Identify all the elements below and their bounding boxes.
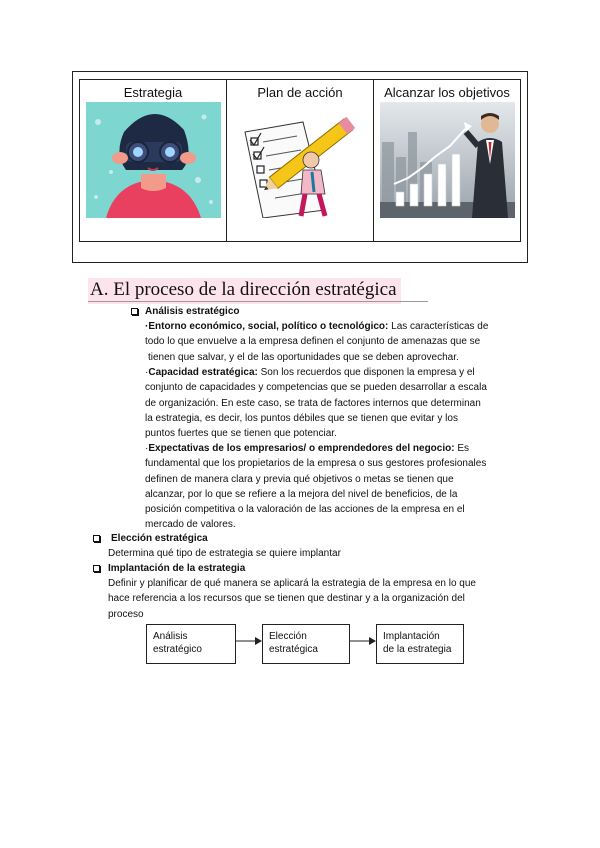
arrow-right-icon xyxy=(350,636,376,646)
arrow-right-icon xyxy=(236,636,262,646)
text-line: Las características de xyxy=(388,321,489,332)
expectativas-label: Expectativas de los empresarios/ o emprendedores del negocio: xyxy=(148,443,455,454)
square-bullet-icon xyxy=(93,565,100,572)
analisis-paragraph-capacidad xyxy=(145,365,535,441)
image-cell-plan xyxy=(227,80,374,241)
cell-title: Estrategia xyxy=(123,85,183,100)
cell-title: Alcanzar los objetivos xyxy=(384,85,510,100)
binoculars-woman-illustration xyxy=(86,102,221,218)
capacidad-label: Capacidad estratégica: xyxy=(148,367,258,378)
flow-box-implantacion xyxy=(376,624,464,664)
entorno-label: ·Entorno económico, social, político o tecnológico: xyxy=(145,321,389,332)
flow-label: Análisis xyxy=(153,631,188,642)
flow-label: Implantación xyxy=(383,631,440,642)
text-line: proceso xyxy=(108,608,144,620)
text-line: todo lo que envuelve a la empresa definen el conjunto de amenazas que se xyxy=(145,336,481,348)
analisis-paragraph-entorno xyxy=(145,319,535,365)
analisis-title: Análisis estratégico xyxy=(145,306,240,317)
eleccion-title: Elección estratégica xyxy=(111,533,208,544)
text-line: alcanzar, por lo que se refiere a la mejora del nivel de beneficios, de la xyxy=(145,488,458,500)
image-cell-estrategia xyxy=(80,80,227,241)
implantacion-text xyxy=(108,576,528,622)
checklist-pencil-illustration xyxy=(233,102,368,218)
eleccion-text: Determina qué tipo de estrategia se quiere implantar xyxy=(108,548,341,559)
text-line: hace referencia a los recursos que se tienen que destinar y a la organización del xyxy=(108,593,465,605)
text-line: la estrategia, es decir, los puntos débiles que se tienen que evitar y los xyxy=(145,412,458,424)
flow-label: Elección xyxy=(269,631,307,642)
heading-underline xyxy=(88,301,428,302)
flow-box-eleccion xyxy=(262,624,350,664)
flow-label: estratégica xyxy=(269,644,318,655)
text-line: puntos fuertes que se tienen que potenciar. xyxy=(145,428,337,440)
square-bullet-icon xyxy=(93,535,100,542)
text-line: Son los recuerdos que disponen la empresa y el xyxy=(257,367,475,378)
text-line: posición competitiva o la valoración de las acciones de la empresa en el xyxy=(145,504,465,516)
text-line: de organización. En este caso, se trata de factores internos que determinan xyxy=(145,397,481,409)
flow-label: estratégico xyxy=(153,644,202,655)
growth-bars-businessman-photo xyxy=(380,102,515,218)
text-line: definen de manera clara y previa qué objetivos o metas se tienen que xyxy=(145,473,454,485)
analisis-paragraph-expectativas xyxy=(145,441,535,533)
text-line: fundamental que los propietarios de la empresa o sus gestores profesionales xyxy=(145,458,487,470)
image-table xyxy=(79,79,521,242)
flow-label: de la estrategia xyxy=(383,644,452,655)
text-line: · xyxy=(145,443,149,454)
text-line: mercado de valores. xyxy=(145,519,236,531)
text-line: tienen que salvar, y el de las oportunidades que se deben aprovechar. xyxy=(148,351,459,363)
flow-box-analisis xyxy=(146,624,236,664)
image-cell-objetivos xyxy=(374,80,520,241)
cell-title: Plan de acción xyxy=(257,85,343,100)
section-heading: A. El proceso de la dirección estratégica xyxy=(88,278,401,304)
text-line: Es xyxy=(454,443,470,454)
square-bullet-icon xyxy=(131,308,138,315)
text-line: · xyxy=(145,367,149,378)
implantacion-title: Implantación de la estrategia xyxy=(108,563,246,574)
text-line: Definir y planificar de qué manera se aplicará la estrategia de la empresa en lo que xyxy=(108,578,476,589)
text-line: conjunto de capacidades y competencias que se pueden desarrollar a escala xyxy=(145,382,487,394)
